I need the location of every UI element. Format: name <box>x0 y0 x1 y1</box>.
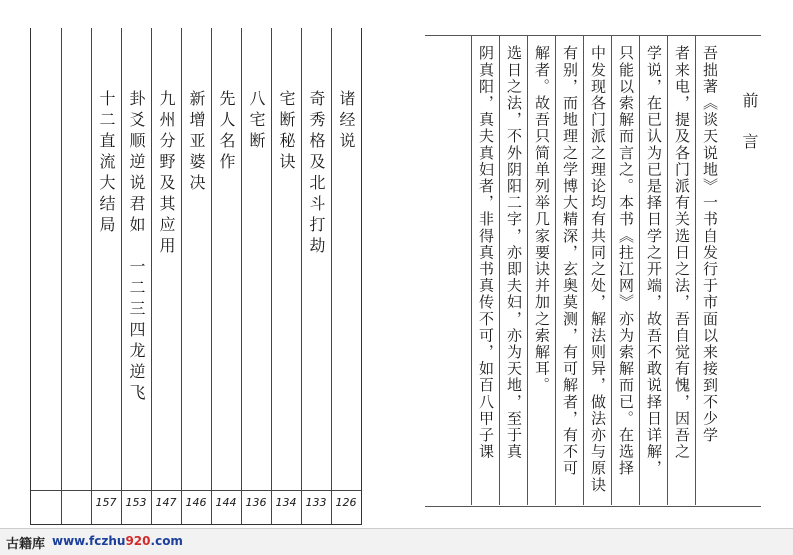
toc-entry-title: 诸经说 <box>337 90 356 153</box>
preface-column-text: 解者。故吾只简单列举几家要诀并加之索解耳。 <box>533 45 551 394</box>
toc-entry-page: 146 <box>185 496 207 509</box>
preface-column <box>555 35 584 505</box>
preface-column <box>695 35 724 505</box>
toc-entry-page: 133 <box>305 496 327 509</box>
preface-column <box>639 35 668 505</box>
toc-entry[interactable] <box>241 28 271 524</box>
preface-column-text: 中发现各门派之理论均有共同之处，解法则异，做法亦与原诀 <box>589 45 607 494</box>
preface-body <box>425 35 761 505</box>
toc-entry-page: 134 <box>275 496 297 509</box>
preface-column-text: 学说，在已认为已是择日学之开端，故吾不敢说择日详解， <box>645 45 663 477</box>
preface-column-text: 选日之法，不外阴阳二字，亦即夫妇，亦为天地，至于真 <box>505 45 523 460</box>
toc-entry[interactable] <box>181 28 211 524</box>
preface-column <box>667 35 696 505</box>
toc-entry-title: 十二直流大结局 <box>97 90 116 237</box>
preface-column-text: 吾拙著《谈天说地》一书自发行于市面以来接到不少学 <box>701 45 719 444</box>
preface-column-text: 者来电，提及各门派有关选日之法，吾自觉有愧，因吾之 <box>673 45 691 460</box>
preface-heading: 前 言 <box>740 92 759 160</box>
watermark-footer <box>0 528 793 555</box>
toc-entry-title: 八宅断 <box>247 90 266 153</box>
preface-column <box>611 35 640 505</box>
preface-column <box>471 35 500 505</box>
url-prefix: www.fczhu <box>52 534 126 548</box>
toc-entry-page: 147 <box>155 496 177 509</box>
toc-entry-title: 卦爻顺逆说君如 一二三四龙逆飞 <box>127 90 146 405</box>
preface-column <box>527 35 556 505</box>
column-rule <box>61 28 62 524</box>
toc-entry-page: 144 <box>215 496 237 509</box>
preface-column-text: 阴真阳，真夫真妇者，非得真书真传不可，如百八甲子课 <box>477 45 495 460</box>
toc-entry[interactable] <box>331 28 361 524</box>
toc-entry[interactable] <box>271 28 301 524</box>
watermark-url[interactable] <box>52 534 183 548</box>
preface-column-text: 有别，而地理之学博大精深，玄奥莫测，有可解者，有不可 <box>561 45 579 477</box>
toc-entry-page: 136 <box>245 496 267 509</box>
toc-entry[interactable] <box>301 28 331 524</box>
toc-entry-title: 奇秀格及北斗打劫 <box>307 90 326 258</box>
toc-entry-page: 153 <box>125 496 147 509</box>
preface-column <box>499 35 528 505</box>
toc-entry-title: 九州分野及其应用 <box>157 90 176 258</box>
url-suffix: .com <box>150 534 183 548</box>
toc-entry-page: 126 <box>335 496 357 509</box>
toc-entry[interactable] <box>151 28 181 524</box>
preface-column <box>583 35 612 505</box>
toc-entry[interactable] <box>211 28 241 524</box>
toc-entry-title: 新增亚婆决 <box>187 90 206 195</box>
watermark-brand: 古籍库 <box>6 537 46 552</box>
toc-entry-title: 宅断秘诀 <box>277 90 296 174</box>
toc-entry[interactable] <box>91 28 121 524</box>
preface-column-text: 只能以索解而言之。本书《拄江网》亦为索解而已。在选择 <box>617 45 635 477</box>
url-number: 920 <box>125 534 151 548</box>
toc-entry[interactable] <box>121 28 151 524</box>
table-of-contents <box>30 28 362 525</box>
toc-entry-page: 157 <box>95 496 117 509</box>
toc-entry-title: 先人名作 <box>217 90 236 174</box>
